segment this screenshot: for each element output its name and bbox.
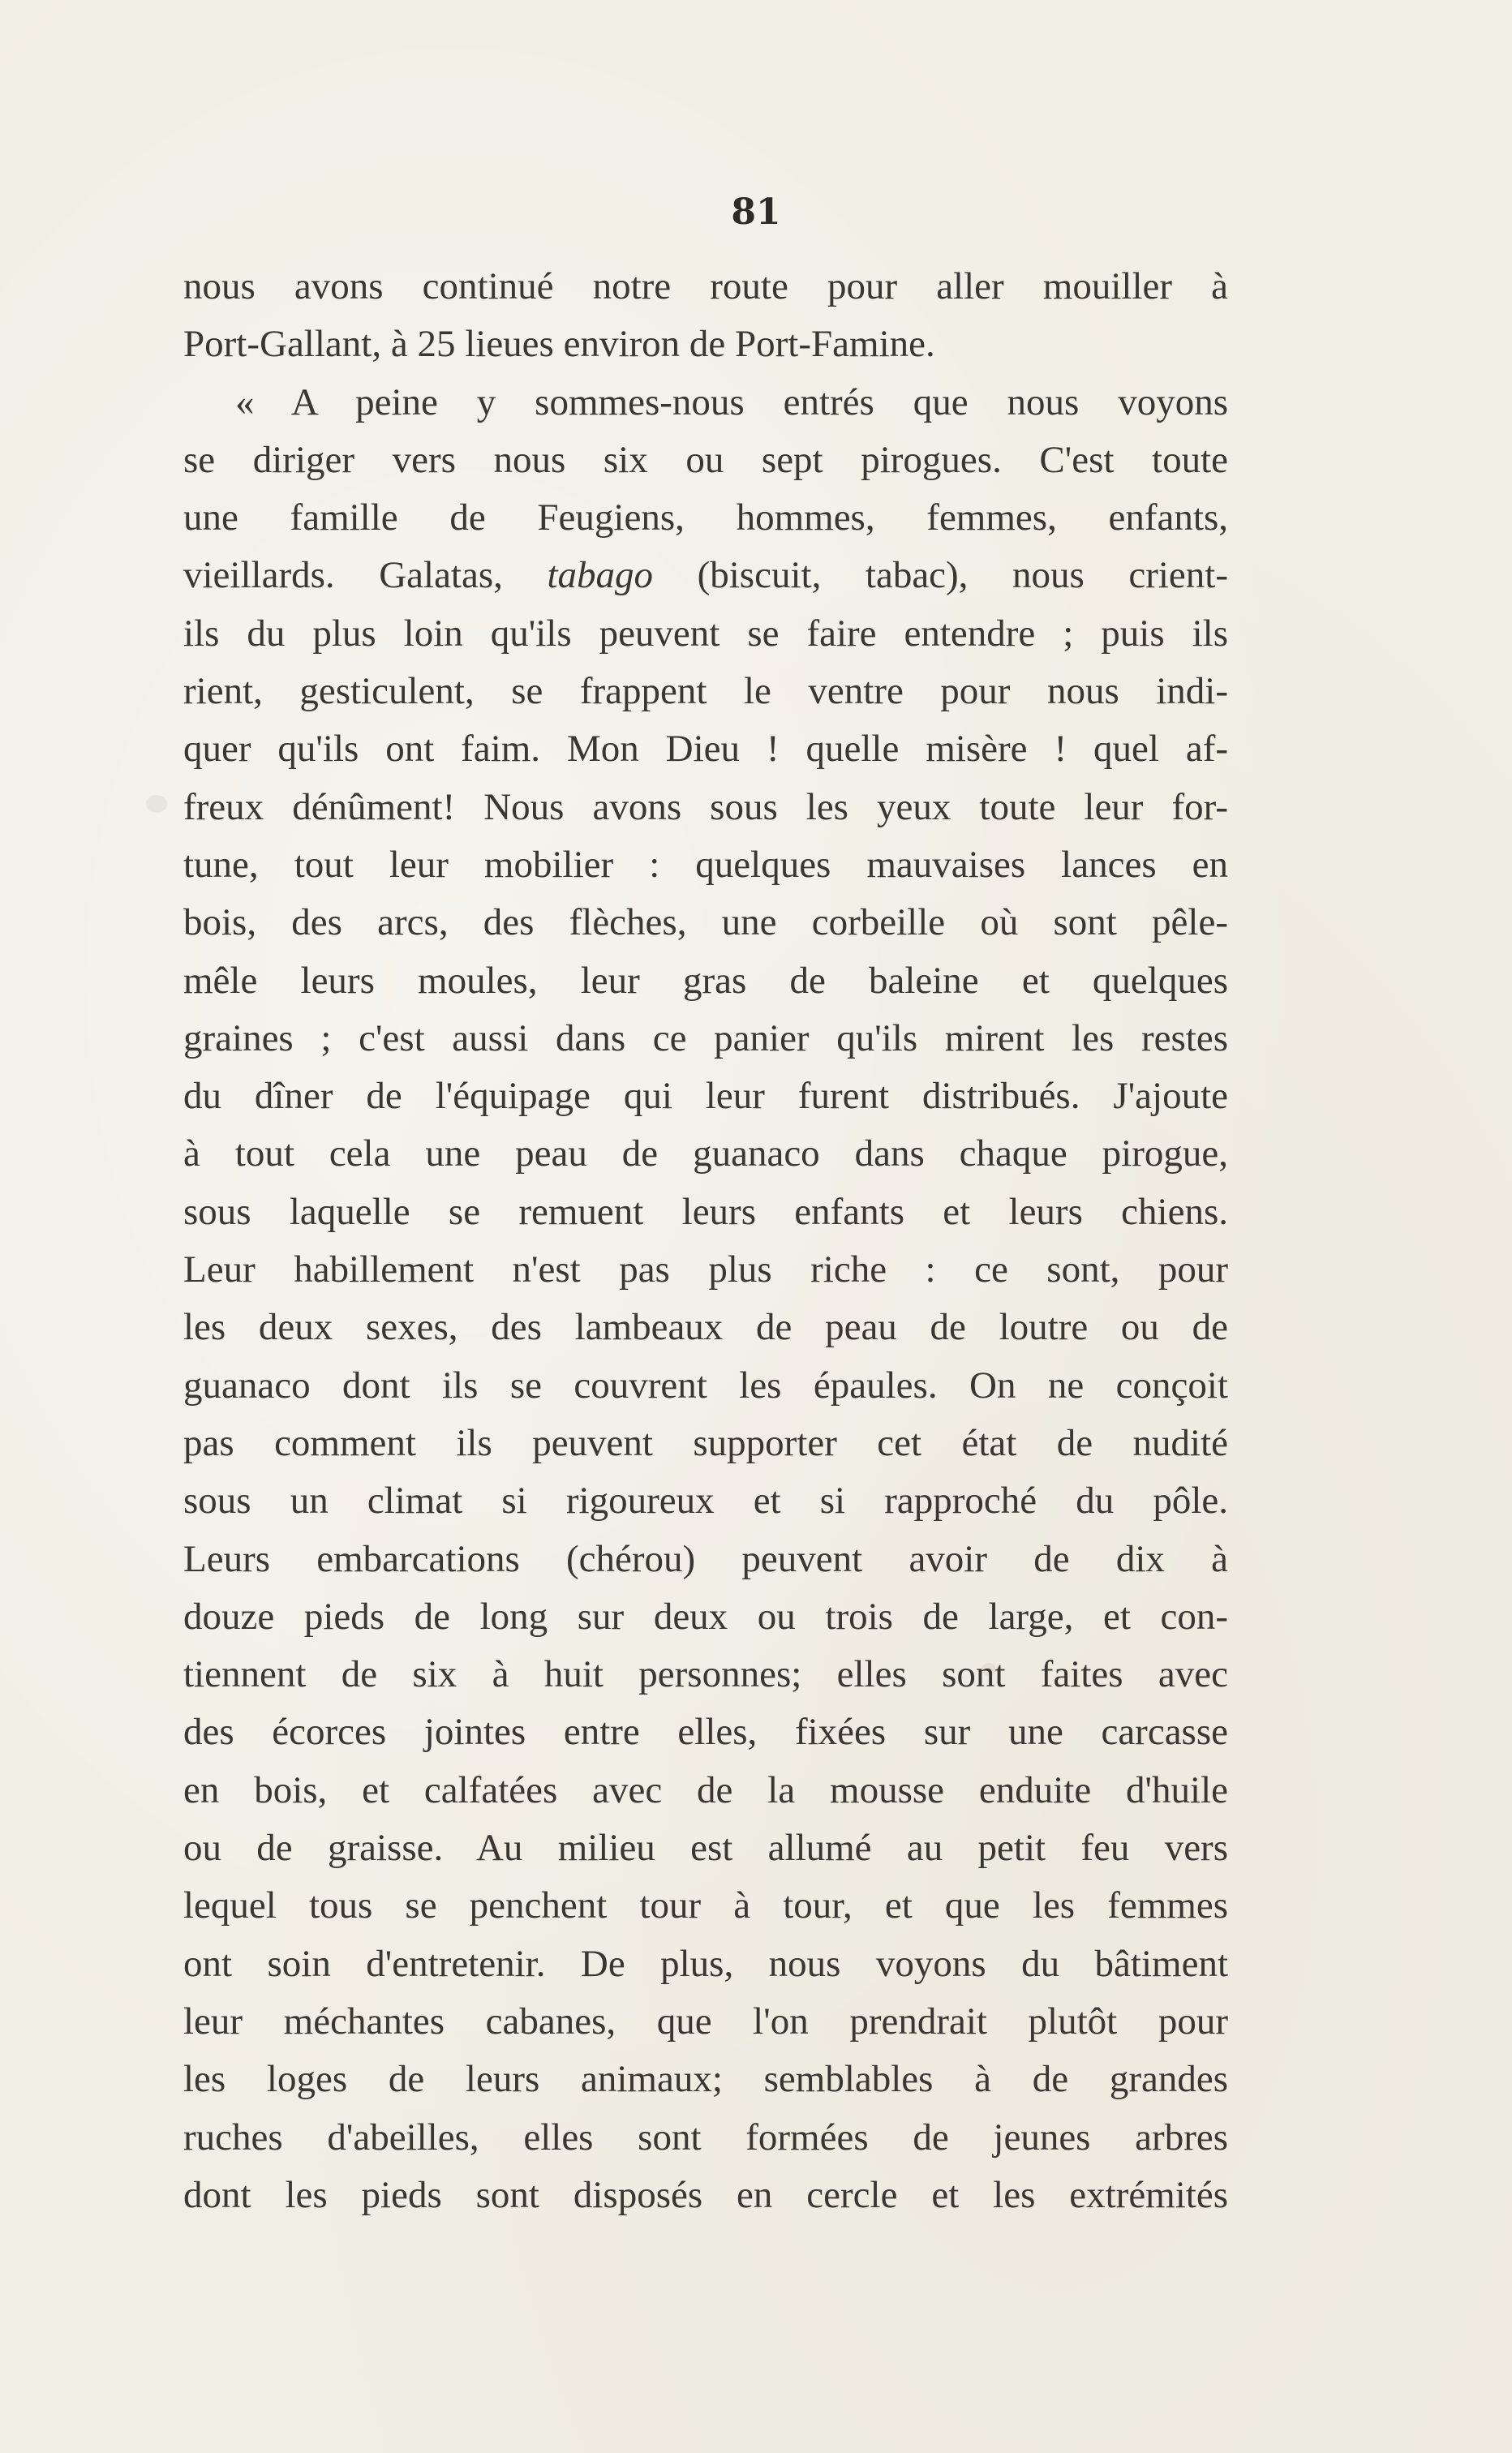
text-line: mêle leurs moules, leur gras de baleine et quelques	[183, 959, 1228, 1002]
text-line: graines ; c'est aussi dans ce panier qu'ils mirent les restes	[183, 1016, 1228, 1059]
text-line: quer qu'ils ont faim. Mon Dieu ! quelle misère ! quel af-	[183, 728, 1228, 771]
text-line: guanaco dont ils se couvrent les épaules. On ne conçoit	[183, 1364, 1228, 1407]
text-line: une famille de Feugiens, hommes, femmes, enfants,	[183, 496, 1228, 539]
text-line: tiennent de six à huit personnes; elles sont faites avec	[183, 1653, 1228, 1696]
text-line: rient, gesticulent, se frappent le ventre pour nous indi-	[183, 670, 1228, 713]
text-line: « A peine y sommes-nous entrés que nous voyons	[235, 380, 1228, 423]
text-line: ils du plus loin qu'ils peuvent se faire entendre ; puis ils	[183, 612, 1228, 655]
text-line: douze pieds de long sur deux ou trois de large, et con-	[183, 1595, 1228, 1638]
text-line: leur méchantes cabanes, que l'on prendrait plutôt pour	[183, 2000, 1228, 2043]
text-line: nous avons continué notre route pour aller mouiller à	[183, 265, 1228, 307]
text-line: bois, des arcs, des flèches, une corbeille où sont pêle-	[183, 901, 1228, 944]
text-line: sous laquelle se remuent leurs enfants et leurs chiens.	[183, 1190, 1228, 1233]
text-line: ont soin d'entretenir. De plus, nous voyons du bâtiment	[183, 1942, 1228, 1985]
text-line: du dîner de l'équipage qui leur furent distribués. J'ajoute	[183, 1075, 1228, 1118]
text-line: se diriger vers nous six ou sept pirogues. C'est toute	[183, 438, 1228, 481]
text-line: pas comment ils peuvent supporter cet état de nudité	[183, 1421, 1228, 1464]
text-line: ou de graisse. Au milieu est allumé au petit feu vers	[183, 1827, 1228, 1870]
text-line: à tout cela une peau de guanaco dans chaque pirogue,	[183, 1132, 1228, 1175]
text-line: des écorces jointes entre elles, fixées sur une carcasse	[183, 1711, 1228, 1754]
text-line: ruches d'abeilles, elles sont formées de jeunes arbres	[183, 2116, 1228, 2159]
text-line: Port-Gallant, à 25 lieues environ de Port-Famine.	[183, 323, 935, 366]
text-line: Leurs embarcations (chérou) peuvent avoir de dix à	[183, 1537, 1228, 1580]
paper-stain	[146, 795, 167, 813]
body-text	[183, 258, 1228, 2224]
page-number: 81	[731, 191, 781, 233]
text-line: vieillards. Galatas, tabago (biscuit, tabac), nous crient-	[183, 554, 1229, 597]
text-line: Leur habillement n'est pas plus riche : ce sont, pour	[183, 1248, 1228, 1291]
text-line: sous un climat si rigoureux et si rapproché du pôle.	[183, 1480, 1228, 1523]
text-line: les loges de leurs animaux; semblables à de grandes	[183, 2058, 1228, 2101]
text-line: freux dénûment! Nous avons sous les yeux toute leur for-	[183, 785, 1228, 828]
text-line: lequel tous se penchent tour à tour, et que les femmes	[183, 1884, 1228, 1927]
text-line: dont les pieds sont disposés en cercle et les extrémités	[183, 2173, 1228, 2216]
italic-word: tabago	[547, 554, 654, 597]
text-line: les deux sexes, des lambeaux de peau de loutre ou de	[183, 1306, 1228, 1349]
text-line: tune, tout leur mobilier : quelques mauvaises lances en	[183, 843, 1228, 886]
text-line: en bois, et calfatées avec de la mousse enduite d'huile	[183, 1768, 1228, 1811]
